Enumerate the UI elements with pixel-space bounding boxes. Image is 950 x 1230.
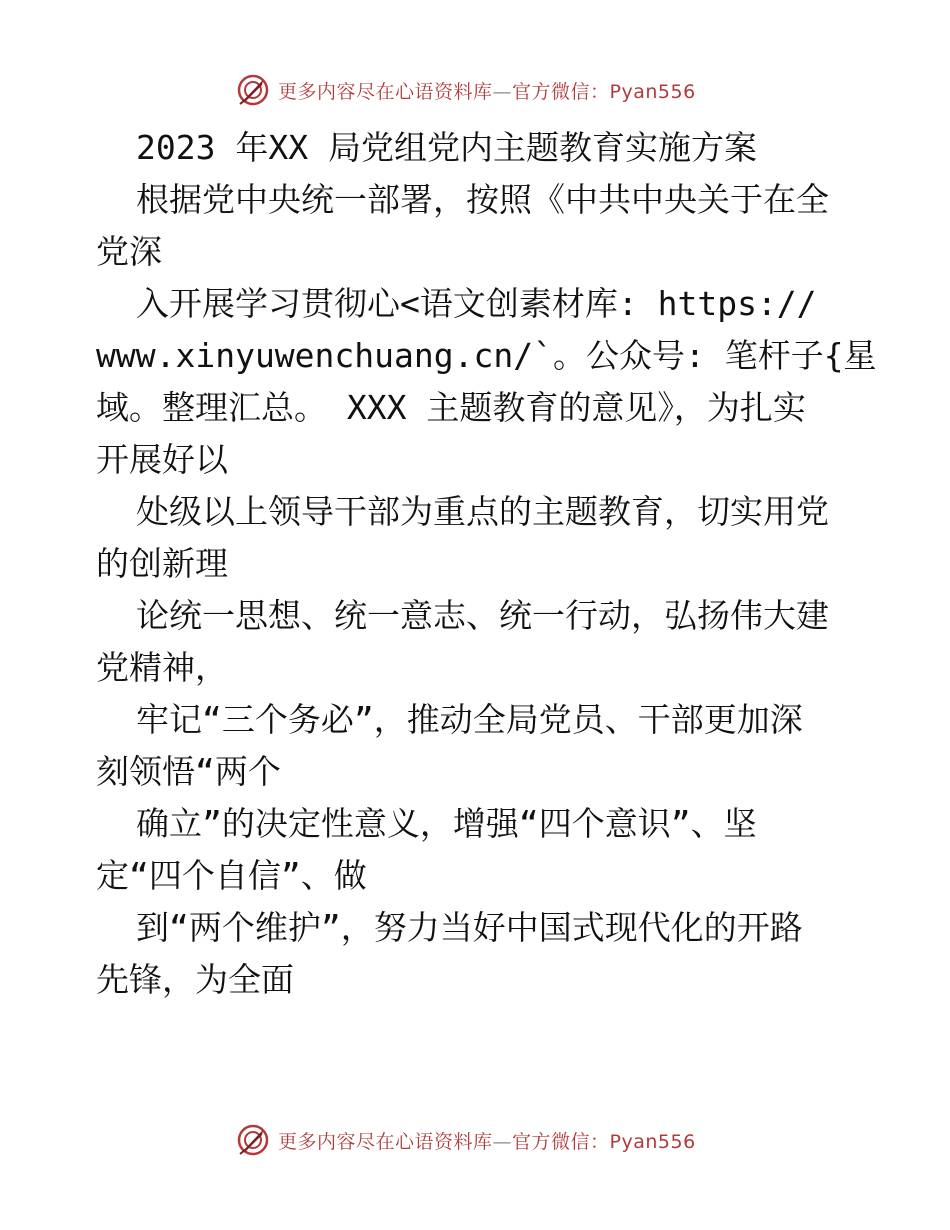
paragraph-line: 入开展学习贯彻心<语文创素材库: https:// [136,284,817,323]
paragraph-line: 牢记“三个务必”，推动全局党员、干部更加深 [136,700,803,739]
paragraph-line: 的创新理 [96,544,228,583]
paragraph-line: 党深 [96,232,162,271]
paragraph-line: 处级以上领导干部为重点的主题教育，切实用党 [136,492,829,531]
quill-logo-icon [236,73,270,107]
watermark-account: Pyan556 [609,1130,696,1153]
paragraph-line: 先锋，为全面 [96,960,294,999]
paragraph-line: 根据党中央统一部署，按照《中共中央关于在全 [136,180,829,219]
paragraph-line: 党精神， [96,648,228,687]
paragraph-line: 刻领悟“两个 [96,752,281,791]
paragraph-line: www.xinyuwenchuang.cn/`。公众号: 笔杆子{星 [96,336,877,375]
watermark-brand: 更多内容尽在心语资料库 [278,1130,493,1153]
watermark-account: Pyan556 [609,80,696,103]
paragraph-line: 到“两个维护”，努力当好中国式现代化的开路 [136,908,803,947]
footer-watermark [236,1120,716,1160]
header-watermark [236,70,716,110]
watermark-brand: 更多内容尽在心语资料库 [278,80,493,103]
watermark-channel: 官方微信： [512,80,610,103]
document-body [96,122,877,1006]
quill-logo-icon [236,1123,270,1157]
watermark-separator: — [492,80,513,103]
paragraph-line: 定“四个自信”、做 [96,856,367,895]
watermark-separator: — [492,1130,513,1153]
watermark-text [278,1127,696,1154]
paragraph-line: 论统一思想、统一意志、统一行动，弘扬伟大建 [136,596,829,635]
watermark-text [278,77,696,104]
paragraph-line: 开展好以 [96,440,228,479]
paragraph-line: 确立”的决定性意义，增强“四个意识”、坚 [136,804,757,843]
document-title: 2023 年XX 局党组党内主题教育实施方案 [136,128,757,167]
paragraph-line: 域。整理汇总。 XXX 主题教育的意见》，为扎实 [96,388,806,427]
watermark-channel: 官方微信： [512,1130,610,1153]
